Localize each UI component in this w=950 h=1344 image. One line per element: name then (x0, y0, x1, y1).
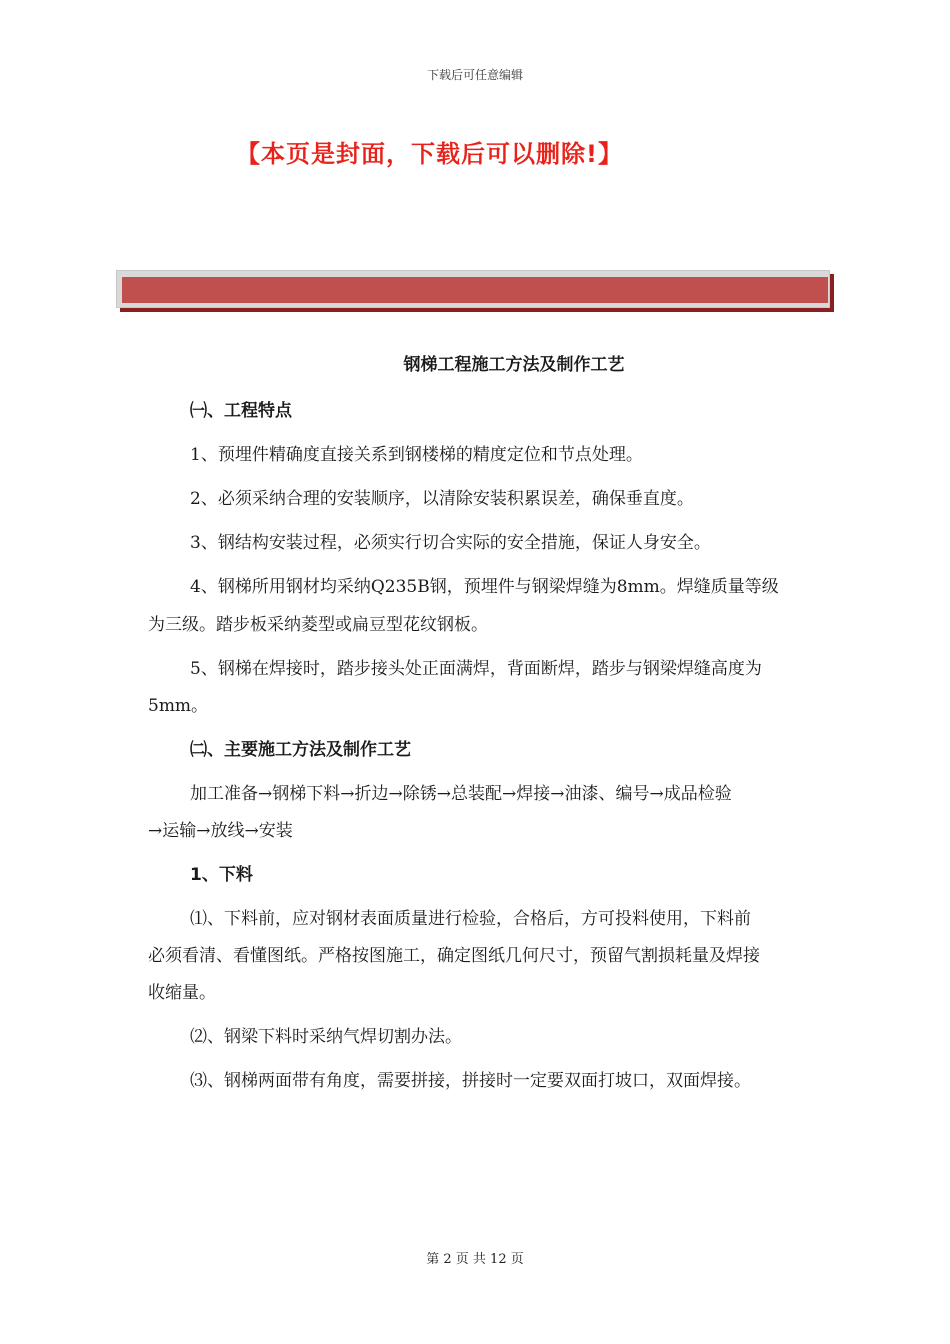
process-flow-line: 加工准备→钢梯下料→折边→除锈→总装配→焊接→油漆、编号→成品检验 (190, 784, 732, 804)
paragraph-line: 3、钢结构安装过程，必须实行切合实际的安全措施，保证人身安全。 (190, 533, 711, 553)
banner-fill (122, 277, 828, 303)
paragraph-line: 2、必须采纳合理的安装顺序，以清除安装积累误差，确保垂直度。 (190, 489, 694, 509)
paragraph-line: 5、钢梯在焊接时，踏步接头处正面满焊，背面断焊，踏步与钢梁焊缝高度为 (190, 659, 762, 679)
paragraph-line: 4、钢梯所用钢材均采纳Q235B钢，预埋件与钢梁焊缝为8mm。焊缝质量等级 (190, 577, 779, 597)
paragraph-line: 收缩量。 (148, 983, 216, 1003)
section-heading-1: ㈠、工程特点 (190, 401, 292, 421)
paragraph-line: ⑴、下料前，应对钢材表面质量进行检验，合格后，方可投料使用，下料前 (190, 909, 751, 929)
subsection-heading: 1、下料 (190, 865, 253, 885)
paragraph-line: 为三级。踏步板采纳菱型或扁豆型花纹钢板。 (148, 615, 488, 635)
paragraph-line: ⑶、钢梯两面带有角度，需要拼接，拼接时一定要双面打坡口，双面焊接。 (190, 1071, 751, 1091)
cover-notice: 【本页是封面，下载后可以删除!】 (236, 140, 623, 168)
decorative-banner (116, 270, 832, 312)
process-flow-line: →运输→放线→安装 (148, 821, 293, 841)
page-footer: 第 2 页 共 12 页 (426, 1252, 524, 1267)
document-title: 钢梯工程施工方法及制作工艺 (403, 355, 625, 375)
paragraph-line: 1、预埋件精确度直接关系到钢楼梯的精度定位和节点处理。 (190, 445, 643, 465)
header-note: 下载后可任意编辑 (426, 68, 523, 82)
paragraph-line: ⑵、钢梁下料时采纳气焊切割办法。 (190, 1027, 462, 1047)
paragraph-line: 必须看清、看懂图纸。严格按图施工，确定图纸几何尺寸，预留气割损耗量及焊接 (148, 946, 760, 966)
banner-frame (116, 270, 830, 308)
paragraph-line: 5mm。 (148, 696, 209, 716)
section-heading-2: ㈡、主要施工方法及制作工艺 (190, 740, 411, 760)
